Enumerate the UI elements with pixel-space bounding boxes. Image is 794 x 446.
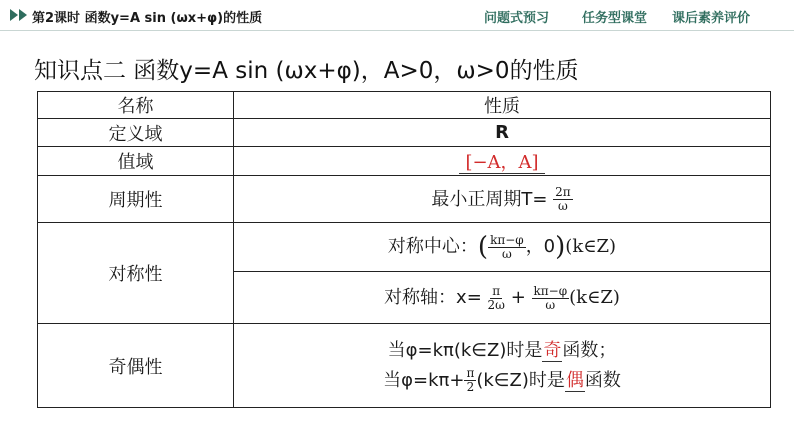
axis-fraction-1: [488, 285, 505, 312]
table-row-symmetry-center: [38, 223, 771, 272]
period-denominator: ω: [558, 199, 568, 214]
table-row-period: [38, 176, 771, 223]
axis-plus: +: [510, 287, 526, 309]
period-numerator: 2π: [555, 185, 571, 200]
axis-condition: (k∈Z): [569, 287, 620, 309]
range-label: 值域: [38, 147, 234, 176]
axis-denominator-2: ω: [545, 297, 556, 312]
period-label: 周期性: [38, 176, 234, 223]
nav-evaluation[interactable]: 课后素养评价: [672, 11, 751, 26]
header-name: 名称: [38, 92, 234, 119]
even-denominator: 2: [466, 380, 475, 394]
even-numerator: π: [466, 366, 475, 380]
symmetry-center-cell: 对称中心：( $\frac{k\pi-\varphi}{\omega}$ ，0)(k∈Z): [234, 223, 771, 272]
symmetry-label: 对称性: [38, 223, 234, 324]
range-cell: [234, 147, 771, 176]
even-text-a: 当φ=kπ+: [383, 369, 465, 391]
parity-label: 奇偶性: [38, 324, 234, 408]
center-suffix: ，0: [525, 236, 556, 257]
odd-text-a: 当φ=kπ(k∈Z)时是: [387, 339, 543, 361]
range-value: [−A，A]: [459, 152, 544, 174]
domain-value: R: [234, 119, 771, 147]
axis-prefix: 对称轴：x=: [384, 287, 482, 309]
period-cell: [234, 176, 771, 223]
nav-preview[interactable]: 问题式预习: [484, 11, 550, 26]
top-bar: [0, 0, 794, 31]
header-property: 性质: [234, 92, 771, 119]
table-row-parity: [38, 324, 771, 408]
section-title: 知识点二 函数y=A sin (ωx+φ)，A>0，ω>0的性质: [34, 58, 579, 84]
even-answer: 偶: [565, 369, 584, 391]
center-denominator: ω: [501, 246, 512, 261]
axis-numerator-1: π: [492, 283, 501, 298]
play-arrows-icon: [10, 8, 30, 22]
even-fraction: [464, 367, 476, 394]
odd-answer: 奇: [543, 339, 562, 361]
table-row-range: [38, 147, 771, 176]
table-header-row: [38, 92, 771, 119]
even-text-b: (k∈Z)时是: [476, 369, 565, 391]
center-fraction: [488, 234, 526, 261]
center-prefix: 对称中心：: [387, 236, 478, 257]
domain-label: 定义域: [38, 119, 234, 147]
period-prefix: 最小正周期T=: [431, 188, 548, 210]
center-numerator: kπ−φ: [490, 232, 524, 247]
table-row-domain: [38, 119, 771, 147]
axis-numerator-2: kπ−φ: [533, 283, 568, 298]
parity-odd-line: [234, 336, 770, 366]
center-condition: (k∈Z): [565, 236, 617, 257]
even-text-c: 函数: [584, 369, 621, 391]
period-fraction: [553, 186, 573, 213]
axis-fraction-2: [532, 285, 570, 312]
symmetry-axis-cell: [234, 272, 771, 324]
axis-denominator-1: 2ω: [487, 297, 505, 312]
odd-text-b: 函数；: [562, 339, 617, 361]
nav-classroom[interactable]: 任务型课堂: [582, 11, 648, 26]
properties-table: [37, 91, 771, 408]
parity-even-line: [234, 366, 770, 396]
lesson-title: 第2课时 函数y=A sin (ωx+φ)的性质: [32, 11, 263, 26]
parity-cell: [234, 324, 771, 408]
